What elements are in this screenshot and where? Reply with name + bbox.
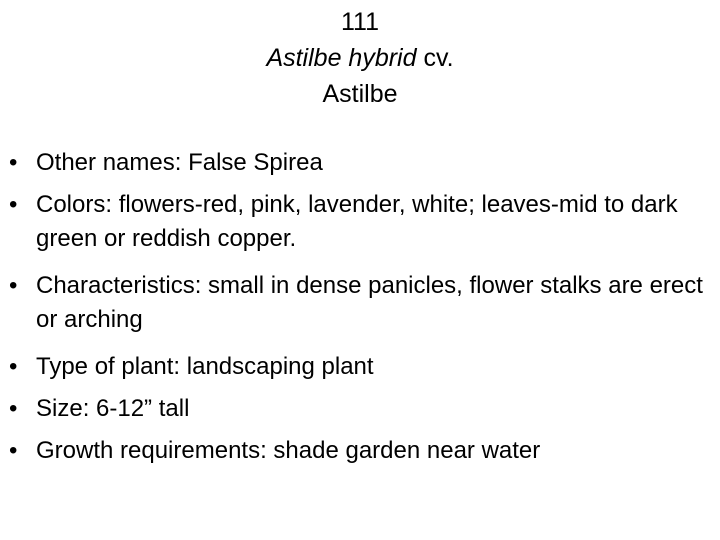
bullet-growth-requirements xyxy=(4,434,704,468)
bullet-text: Size: 6-12” tall xyxy=(36,395,190,422)
bullet-icon: • xyxy=(9,272,18,299)
bullet-characteristics xyxy=(4,269,704,337)
common-name: Astilbe xyxy=(322,80,398,108)
bullet-icon: • xyxy=(9,353,18,380)
bullet-icon: • xyxy=(9,395,18,422)
bullet-colors xyxy=(4,188,704,256)
scientific-name-italic: Astilbe hybrid xyxy=(266,44,417,72)
plant-number: 111 xyxy=(340,8,379,36)
bullet-other-names xyxy=(4,146,704,180)
bullet-text: Other names: False Spirea xyxy=(36,149,323,176)
bullet-icon: • xyxy=(9,191,18,218)
bullet-text: Characteristics: small in dense panicles, flower stalks are erect or arching xyxy=(36,272,703,333)
bullet-text: Colors: flowers-red, pink, lavender, white; leaves-mid to dark green or reddish copper. xyxy=(36,191,678,252)
bullet-type-of-plant xyxy=(4,350,704,384)
bullet-size xyxy=(4,392,704,426)
bullet-icon: • xyxy=(9,437,18,464)
bullet-text: Growth requirements: shade garden near water xyxy=(36,437,541,464)
scientific-name xyxy=(0,40,720,76)
bullet-icon: • xyxy=(9,149,18,176)
bullet-text: Type of plant: landscaping plant xyxy=(36,353,374,380)
slide-title xyxy=(0,4,720,112)
bullet-list xyxy=(4,146,704,476)
scientific-name-suffix: cv. xyxy=(416,44,454,72)
